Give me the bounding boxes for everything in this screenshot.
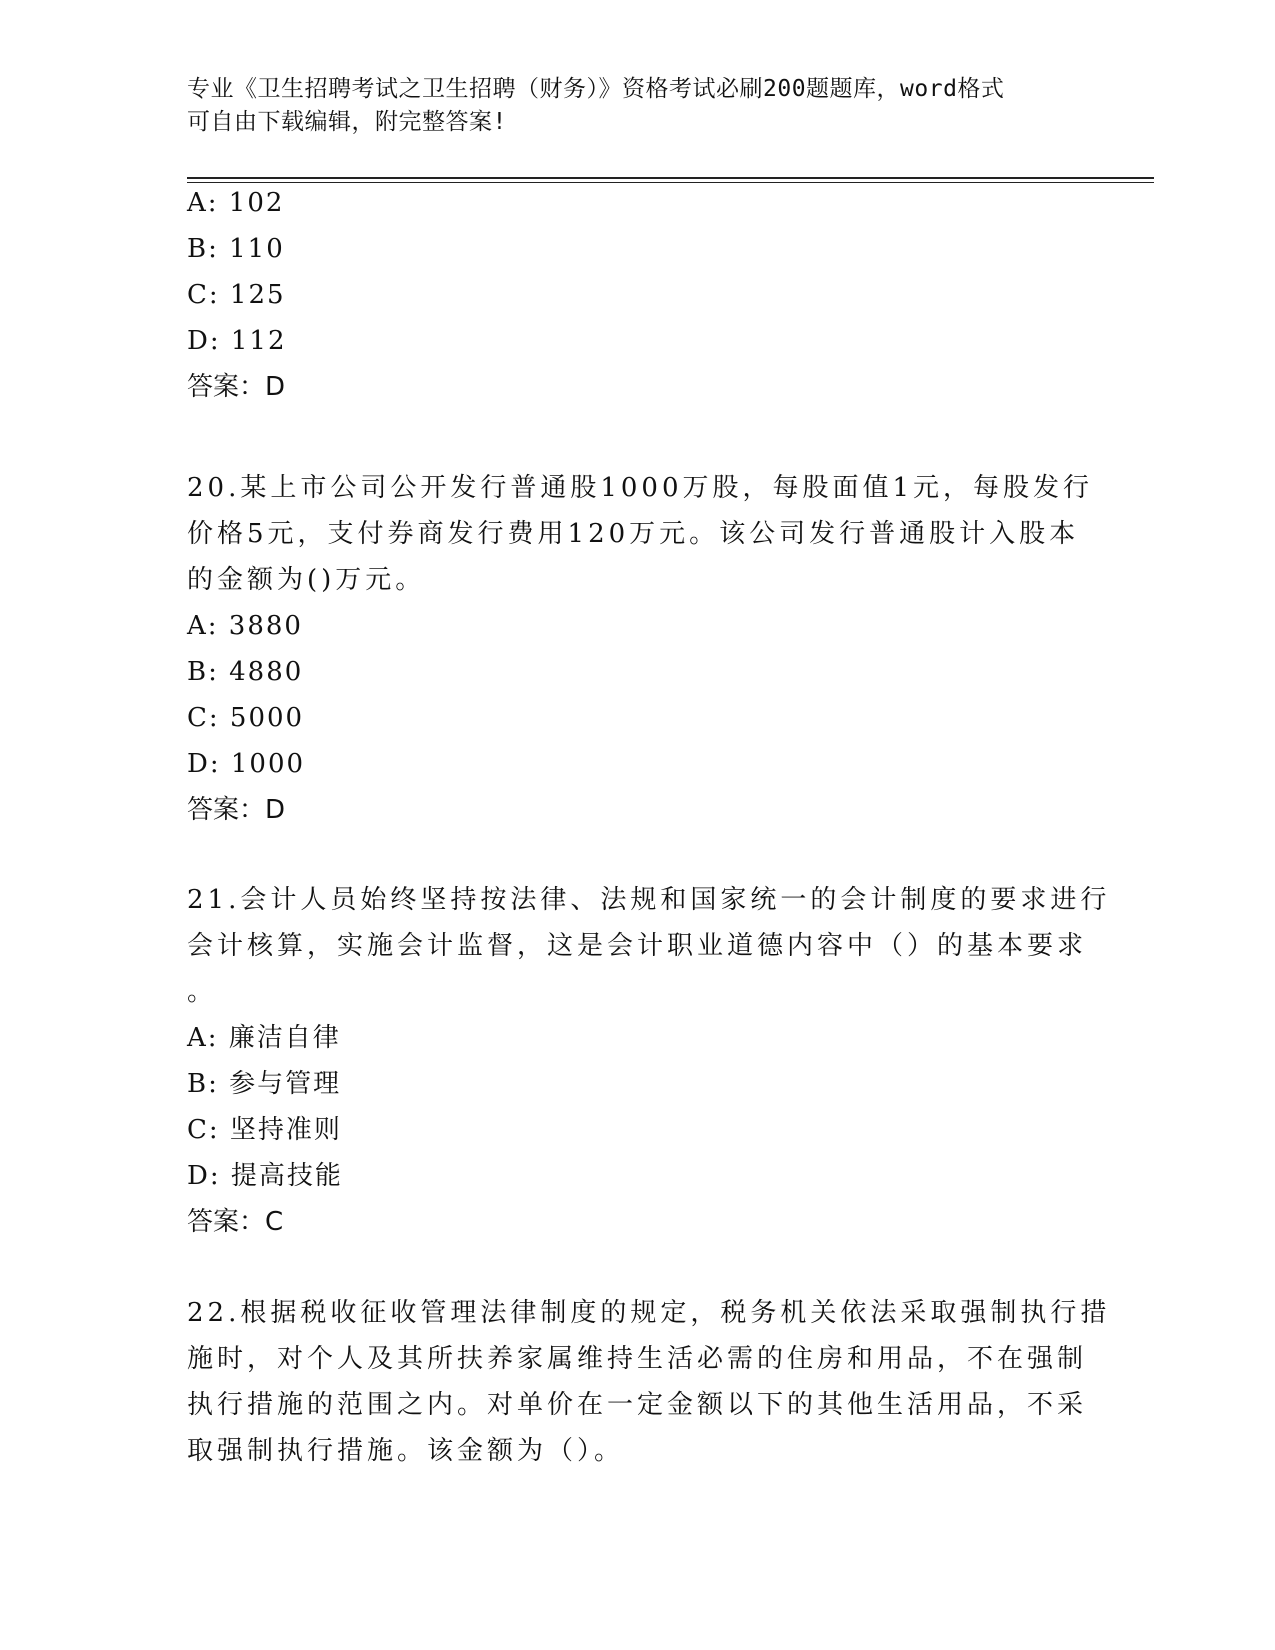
question-19-tail [187, 180, 1087, 410]
header-title-line-2: 可自由下载编辑，附完整答案! [187, 109, 507, 135]
option-b: B: 参与管理 [187, 1069, 342, 1099]
option-a: A: 102 [187, 188, 285, 218]
question-21 [187, 877, 1111, 1245]
question-text-line: 执行措施的范围之内。对单价在一定金额以下的其他生活用品，不采 [187, 1390, 1088, 1420]
option-d: D: 112 [187, 326, 287, 356]
question-text-line: 21.会计人员始终坚持按法律、法规和国家统一的会计制度的要求进行 [187, 885, 1111, 915]
question-text-line: 20.某上市公司公开发行普通股1000万股，每股面值1元，每股发行 [187, 473, 1094, 503]
question-text-line: 施时，对个人及其所扶养家属维持生活必需的住房和用品，不在强制 [187, 1344, 1088, 1374]
document-header [187, 73, 1087, 139]
question-text-line: 取强制执行措施。该金额为（）。 [187, 1436, 625, 1466]
question-text-line: 。 [187, 977, 218, 1007]
answer: 答案：D [187, 372, 286, 402]
option-d: D: 1000 [187, 749, 306, 779]
question-text-line: 22.根据税收征收管理法律制度的规定，税务机关依法采取强制执行措 [187, 1298, 1111, 1328]
question-text-line: 价格5元，支付券商发行费用120万元。该公司发行普通股计入股本 [187, 519, 1080, 549]
header-divider-thick [187, 177, 1154, 179]
question-text-line: 的金额为()万元。 [187, 565, 426, 595]
answer: 答案：C [187, 1207, 284, 1237]
option-a: A: 3880 [187, 611, 303, 641]
option-c: C: 坚持准则 [187, 1115, 342, 1145]
option-b: B: 4880 [187, 657, 304, 687]
question-20 [187, 465, 1094, 833]
question-text-line: 会计核算，实施会计监督，这是会计职业道德内容中（）的基本要求 [187, 931, 1088, 961]
option-b: B: 110 [187, 234, 285, 264]
answer: 答案：D [187, 795, 286, 825]
question-22 [187, 1290, 1111, 1474]
option-c: C: 5000 [187, 703, 305, 733]
option-d: D: 提高技能 [187, 1161, 343, 1191]
header-title-line-1: 专业《卫生招聘考试之卫生招聘（财务）》资格考试必刷200题题库，word格式 [187, 76, 1005, 102]
option-c: C: 125 [187, 280, 286, 310]
option-a: A: 廉洁自律 [187, 1023, 341, 1053]
